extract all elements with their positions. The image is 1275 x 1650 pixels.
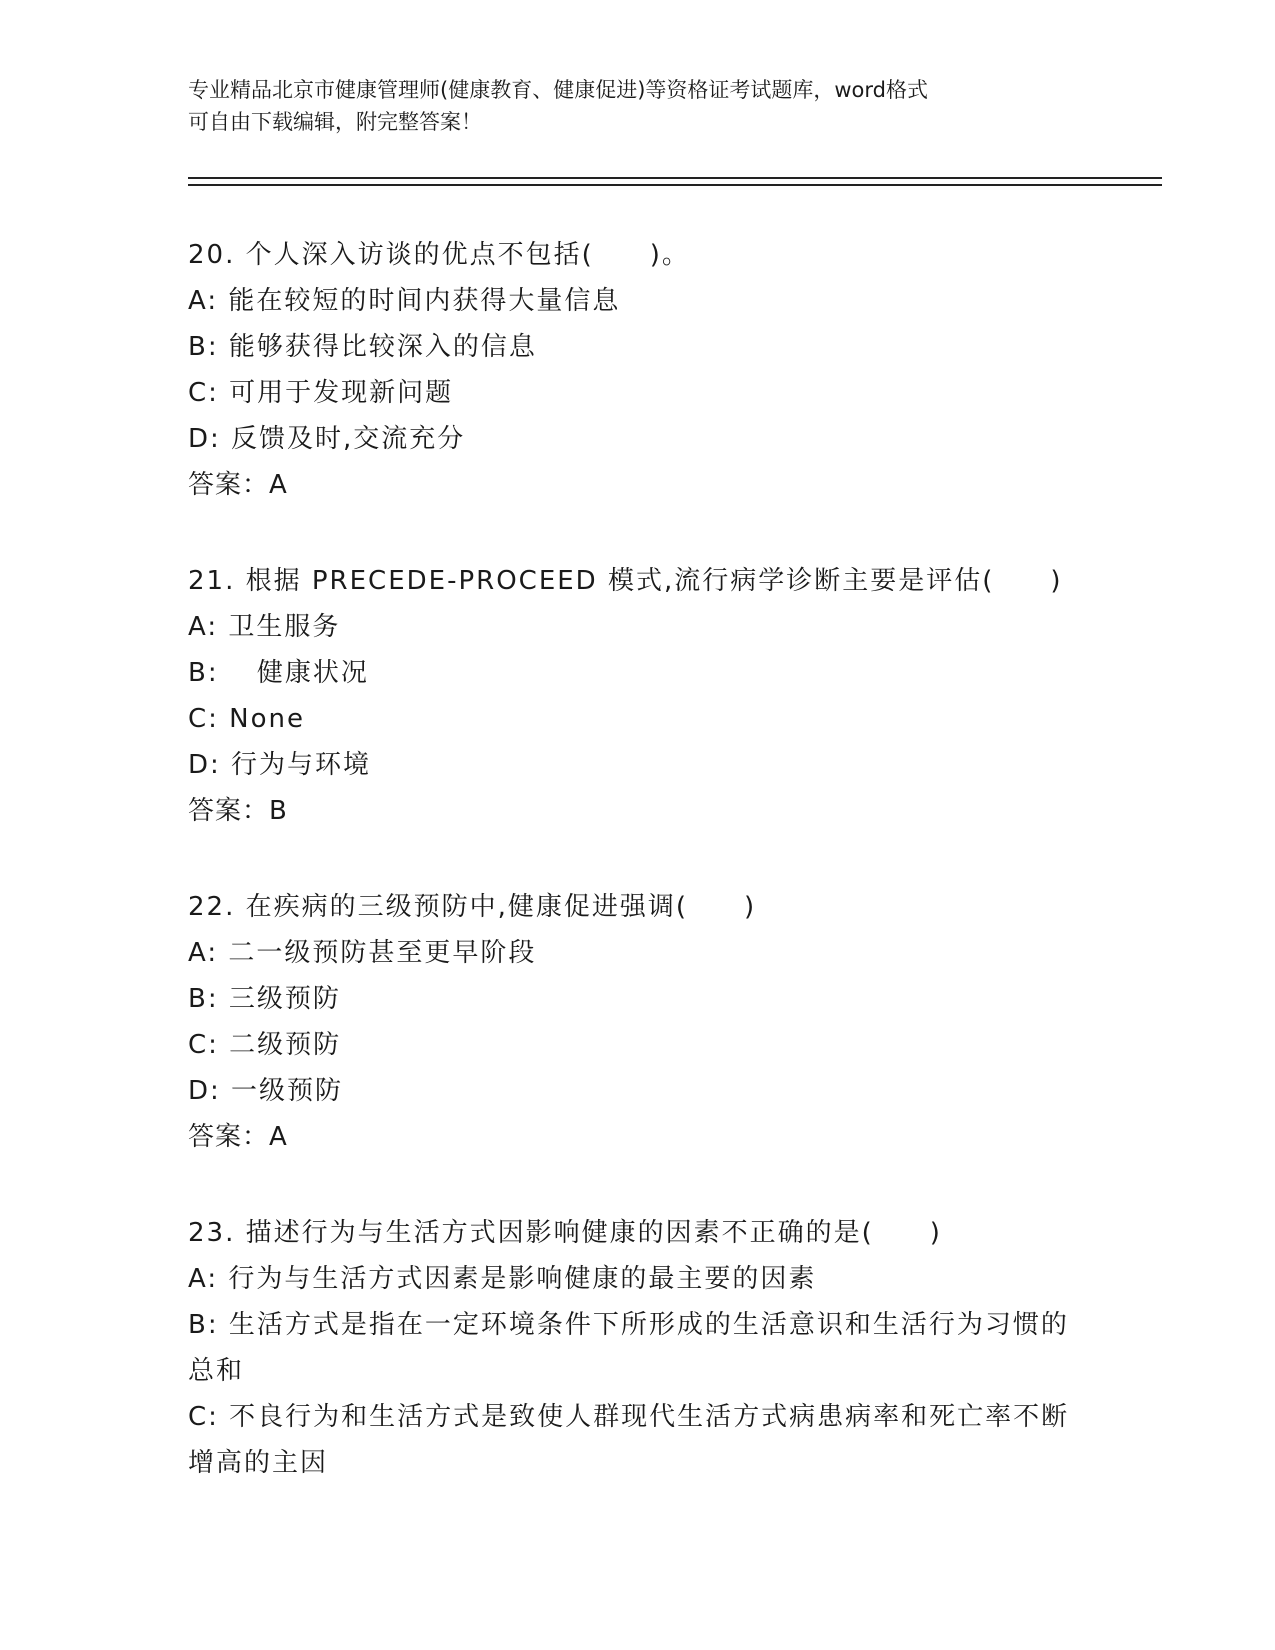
option-a: A: 二一级预防甚至更早阶段 — [188, 938, 537, 968]
option-b: B: 生活方式是指在一定环境条件下所形成的生活意识和生活行为习惯的总和 — [188, 1310, 1069, 1386]
question-20 — [188, 232, 1088, 508]
header-line-2: 可自由下载编辑，附完整答案！ — [188, 110, 482, 134]
option-d: D: 一级预防 — [188, 1076, 344, 1106]
question-stem: 20. 个人深入访谈的优点不包括( )。 — [188, 240, 690, 270]
question-stem: 21. 根据 PRECEDE-PROCEED 模式,流行病学诊断主要是评估( ) — [188, 566, 1063, 596]
option-d: D: 行为与环境 — [188, 750, 372, 780]
option-c: C: None — [188, 704, 306, 734]
option-b: B: 健康状况 — [188, 658, 369, 688]
question-21 — [188, 558, 1088, 834]
question-list — [188, 232, 1088, 1536]
option-d: D: 反馈及时,交流充分 — [188, 424, 466, 454]
option-a: A: 卫生服务 — [188, 612, 341, 642]
question-22 — [188, 884, 1088, 1160]
option-c: C: 不良行为和生活方式是致使人群现代生活方式病患病率和死亡率不断增高的主因 — [188, 1402, 1070, 1478]
header-divider-bottom — [188, 184, 1162, 186]
answer-label: 答案：A — [188, 470, 288, 500]
option-a: A: 能在较短的时间内获得大量信息 — [188, 286, 621, 316]
document-header — [188, 74, 1068, 138]
question-stem: 23. 描述行为与生活方式因影响健康的因素不正确的是( ) — [188, 1218, 942, 1248]
option-b: B: 三级预防 — [188, 984, 341, 1014]
header-divider-top — [188, 177, 1162, 179]
option-a: A: 行为与生活方式因素是影响健康的最主要的因素 — [188, 1264, 817, 1294]
question-23 — [188, 1210, 1088, 1486]
header-line-1: 专业精品北京市健康管理师(健康教育、健康促进)等资格证考试题库，word格式 — [188, 78, 929, 102]
answer-label: 答案：B — [188, 796, 288, 826]
question-stem: 22. 在疾病的三级预防中,健康促进强调( ) — [188, 892, 757, 922]
answer-label: 答案：A — [188, 1122, 288, 1152]
option-b: B: 能够获得比较深入的信息 — [188, 332, 537, 362]
option-c: C: 可用于发现新问题 — [188, 378, 454, 408]
option-c: C: 二级预防 — [188, 1030, 342, 1060]
